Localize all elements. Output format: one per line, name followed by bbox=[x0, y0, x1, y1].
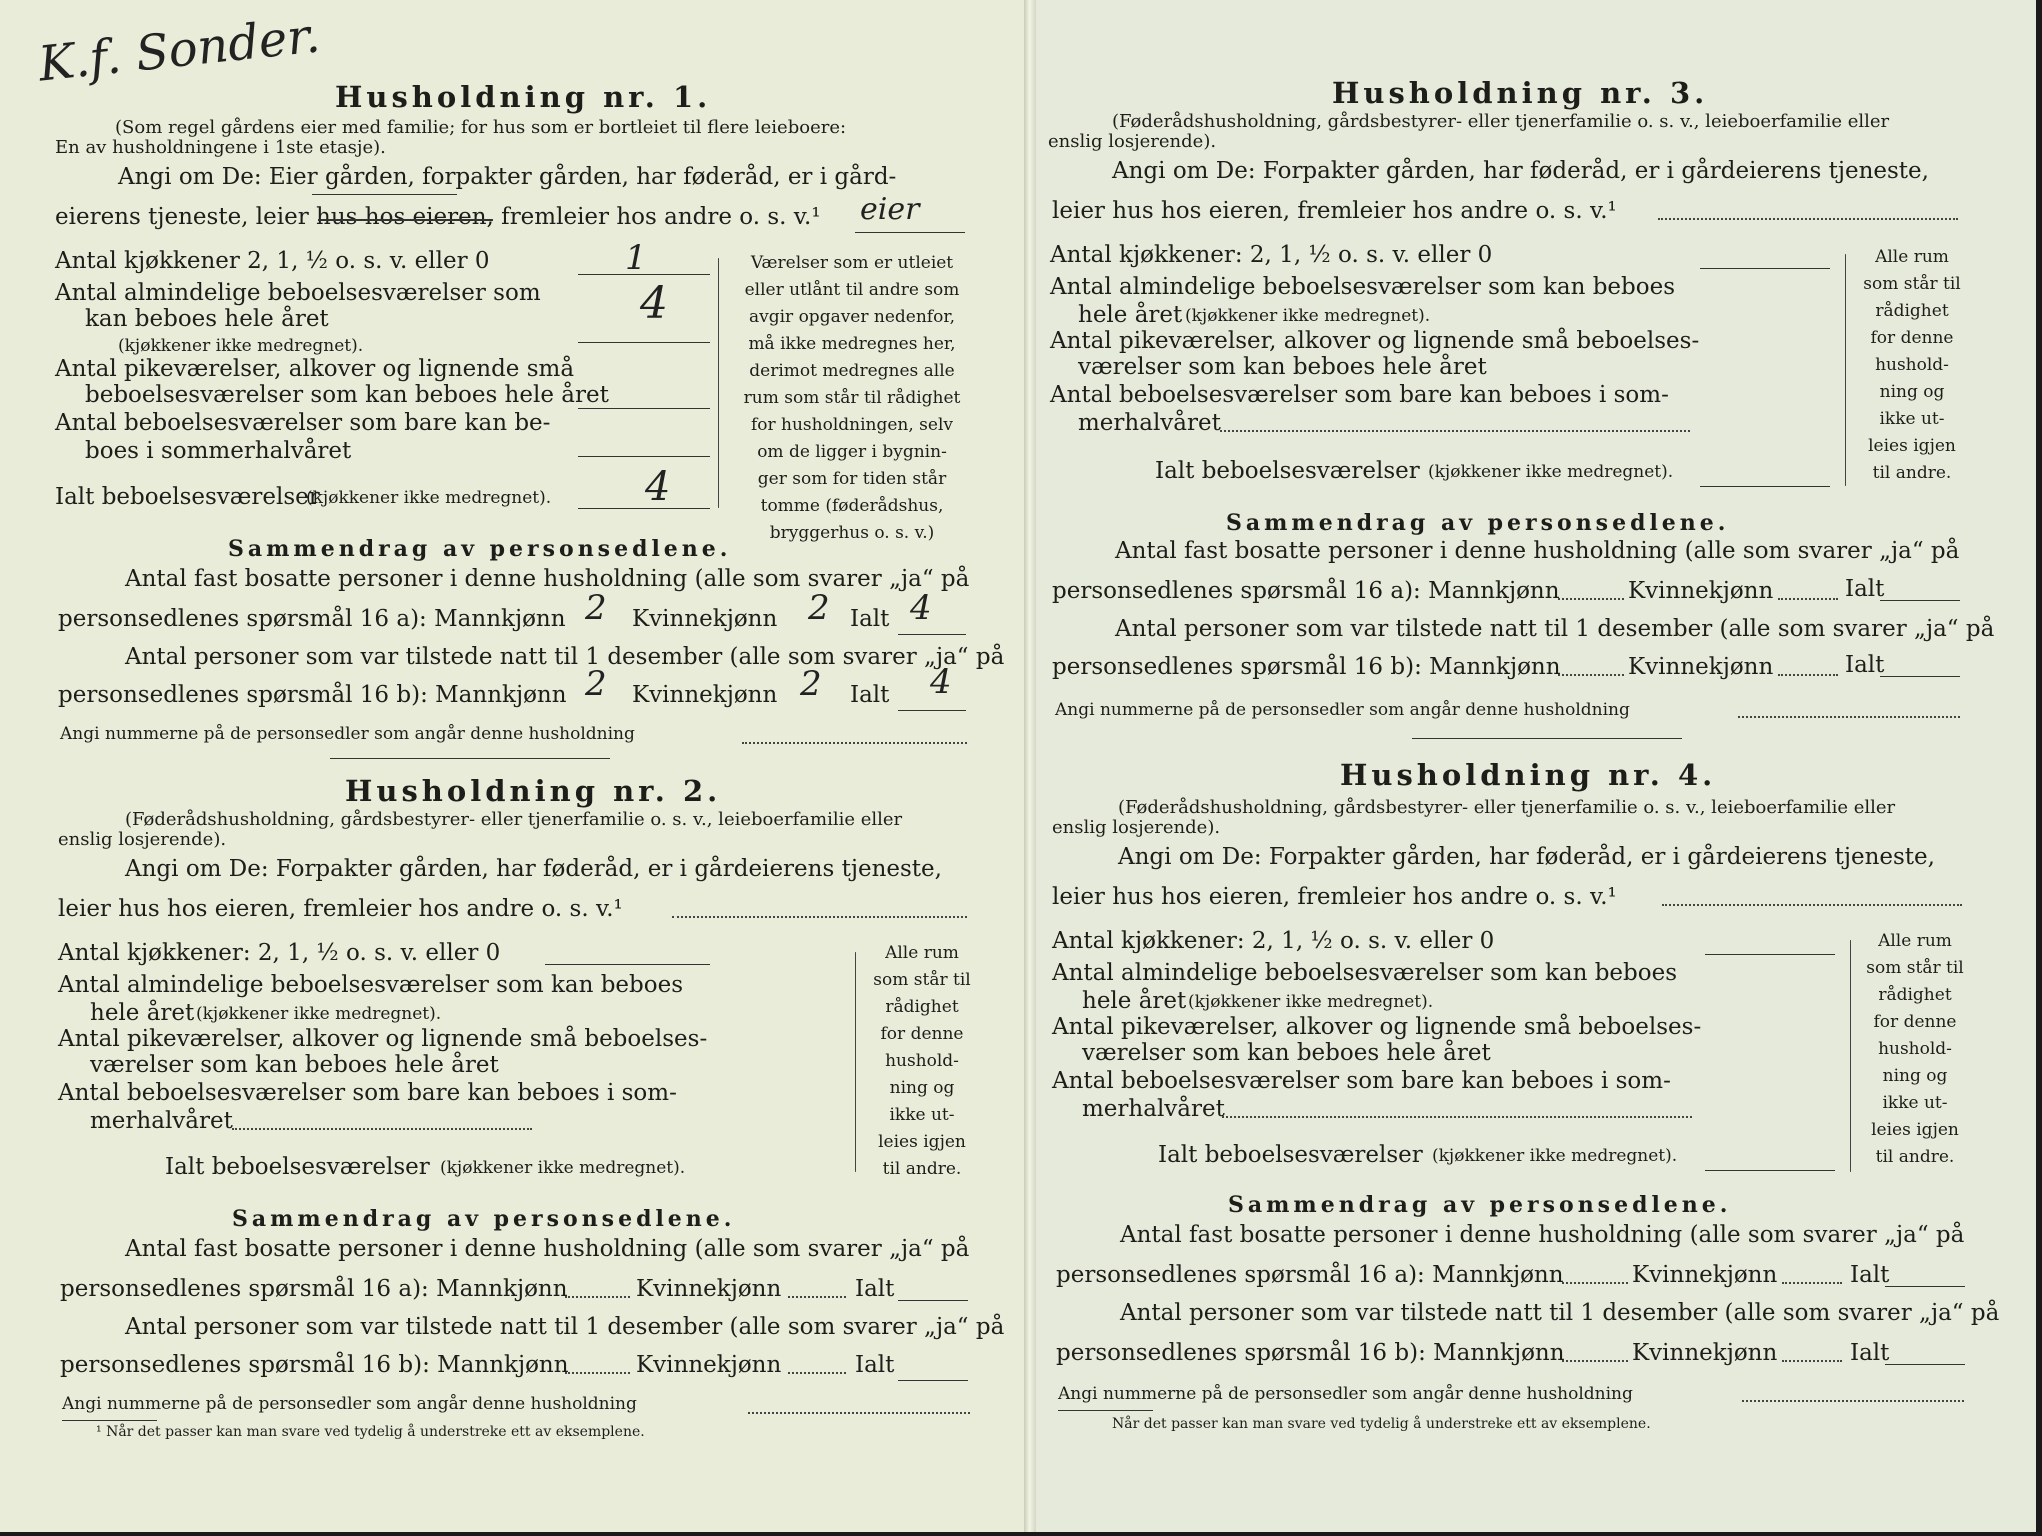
h3-a-ialt-label: Ialt bbox=[1845, 576, 1885, 602]
h4-alm-2: hele året bbox=[1082, 988, 1187, 1014]
h4-tilst-1: Antal personer som var tilstede natt til 1 desember (alle som svarer „ja“ på bbox=[1120, 1300, 2000, 1326]
h4-sommer-2: merhalvåret bbox=[1082, 1096, 1225, 1122]
h1-kjokken-line bbox=[578, 274, 710, 275]
h3-note-line: leies igjen bbox=[1868, 436, 1956, 456]
h2-fast-2: personsedlenes spørsmål 16 a): Mannkjønn bbox=[60, 1276, 568, 1302]
h1-alm-1: Antal almindelige beboelsesværelser som bbox=[55, 280, 541, 306]
h1-nummer-line bbox=[742, 742, 967, 744]
h2-angi-2: leier hus hos eieren, fremleier hos andre o. s. v.¹ bbox=[58, 896, 623, 922]
h1-title: Husholdning nr. 1. bbox=[335, 80, 712, 114]
h1-a-ialt: 4 bbox=[910, 588, 932, 628]
h1-pike-2: beboelsesværelser som kan beboes hele året bbox=[85, 382, 609, 408]
h2-b-ialt-line bbox=[898, 1380, 968, 1381]
h3-side-note bbox=[1852, 244, 1972, 487]
h1-a-kvinne: 2 bbox=[808, 588, 830, 628]
h1-side-note bbox=[732, 250, 972, 547]
h3-b-kvinne-line bbox=[1778, 674, 1838, 676]
h1-note-line: avgir opgaver nedenfor, bbox=[748, 307, 955, 327]
h3-note-line: rådighet bbox=[1875, 301, 1949, 321]
h4-b-kvinne-label: Kvinnekjønn bbox=[1632, 1340, 1778, 1366]
h2-subtitle-2: enslig losjerende). bbox=[58, 829, 227, 850]
h4-angi-1: Angi om De: Forpakter gården, har føderåd, er i gårdeierens tjeneste, bbox=[1118, 844, 1935, 870]
h3-b-ialt-label: Ialt bbox=[1845, 652, 1885, 678]
h3-note-line: for denne bbox=[1870, 328, 1954, 348]
h2-a-ialt-label: Ialt bbox=[855, 1276, 895, 1302]
h2-alm-small: (kjøkkener ikke medregnet). bbox=[196, 1004, 442, 1024]
h1-a-mann: 2 bbox=[585, 588, 607, 628]
h3-b-mann-line bbox=[1558, 674, 1624, 676]
h2-nummer-line bbox=[748, 1412, 970, 1414]
h3-note-line: Alle rum bbox=[1875, 247, 1949, 267]
h3-note-line: ning og bbox=[1879, 382, 1945, 402]
h3-angi-2: leier hus hos eieren, fremleier hos andre o. s. v.¹ bbox=[1052, 198, 1617, 224]
h4-sommer-1: Antal beboelsesværelser som bare kan beboes i som- bbox=[1052, 1068, 1671, 1094]
h3-subtitle-2: enslig losjerende). bbox=[1048, 131, 1217, 152]
h2-kjokken-line bbox=[545, 964, 710, 965]
h3-pike-1: Antal pikeværelser, alkover og lignende små beboelses- bbox=[1050, 328, 1700, 354]
h2-alm-1: Antal almindelige beboelsesværelser som kan beboes bbox=[58, 972, 684, 998]
h1-a-ialt-label: Ialt bbox=[850, 606, 890, 632]
h4-note-line: Alle rum bbox=[1878, 931, 1952, 951]
h3-b-kvinne-label: Kvinnekjønn bbox=[1628, 654, 1774, 680]
h3-tilst-2: personsedlenes spørsmål 16 b): Mannkjønn bbox=[1052, 654, 1561, 680]
h4-ialt-small: (kjøkkener ikke medregnet). bbox=[1432, 1146, 1678, 1166]
h2-kjokken: Antal kjøkkener: 2, 1, ½ o. s. v. eller 0 bbox=[58, 940, 501, 966]
h1-ialt-line bbox=[578, 508, 710, 509]
h1-sommer-2: boes i sommerhalvåret bbox=[85, 438, 352, 464]
h2-note-line: rådighet bbox=[885, 997, 959, 1017]
h1-sommer-line bbox=[578, 456, 710, 457]
h4-side-note bbox=[1855, 928, 1975, 1171]
h2-b-kvinne-line bbox=[788, 1372, 846, 1374]
h3-title: Husholdning nr. 3. bbox=[1332, 76, 1709, 110]
h3-a-kvinne-label: Kvinnekjønn bbox=[1628, 578, 1774, 604]
h4-alm-small: (kjøkkener ikke medregnet). bbox=[1188, 992, 1434, 1012]
h4-pike-1: Antal pikeværelser, alkover og lignende små beboelses- bbox=[1052, 1014, 1702, 1040]
h4-note-line: leies igjen bbox=[1871, 1120, 1959, 1140]
h3-sammendrag: Sammendrag av personsedlene. bbox=[1226, 510, 1730, 536]
h4-fast-2: personsedlenes spørsmål 16 a): Mannkjønn bbox=[1056, 1262, 1564, 1288]
h1-b-kvinne-label: Kvinnekjønn bbox=[632, 682, 778, 708]
h3-ialt-line bbox=[1700, 486, 1830, 487]
h1-tilst-1: Antal personer som var tilstede natt til 1 desember (alle som svarer „ja“ på bbox=[125, 644, 1005, 670]
h1-b-ialt-line bbox=[898, 710, 966, 711]
h3-ialt-small: (kjøkkener ikke medregnet). bbox=[1428, 462, 1674, 482]
h1-nummer: Angi nummerne på de personsedler som angår denne husholdning bbox=[60, 724, 635, 744]
h1-ialt-small: (kjøkkener ikke medregnet). bbox=[306, 488, 552, 508]
h4-note-line: ikke ut- bbox=[1882, 1093, 1948, 1113]
h4-alm-1: Antal almindelige beboelsesværelser som kan beboes bbox=[1052, 960, 1678, 986]
h1-note-line: eller utlånt til andre som bbox=[744, 280, 960, 300]
h2-pike-1: Antal pikeværelser, alkover og lignende små beboelses- bbox=[58, 1026, 708, 1052]
h4-subtitle-1: (Føderådshusholdning, gårdsbestyrer- eller tjenerfamilie o. s. v., leieboerfamilie eller bbox=[1118, 797, 1896, 818]
h1-angi-line-1: Angi om De: Eier gården, forpakter gården, har føderåd, er i gård- bbox=[118, 164, 897, 190]
h2-b-ialt-label: Ialt bbox=[855, 1352, 895, 1378]
h2-tilst-1: Antal personer som var tilstede natt til 1 desember (alle som svarer „ja“ på bbox=[125, 1314, 1005, 1340]
h1-note-line: rum som står til rådighet bbox=[743, 388, 961, 408]
h4-note-line: for denne bbox=[1873, 1012, 1957, 1032]
h1-strikethrough bbox=[318, 219, 493, 221]
h3-nummer-line bbox=[1738, 716, 1960, 718]
h2-alm-2: hele året bbox=[90, 1000, 195, 1026]
h2-note-line: Alle rum bbox=[885, 943, 959, 963]
h1-pike-line bbox=[578, 408, 710, 409]
h3-b-ialt-line bbox=[1880, 676, 1960, 677]
h1-note-line: for husholdningen, selv bbox=[750, 415, 954, 435]
h3-ialt-label: Ialt beboelsesværelser bbox=[1155, 458, 1420, 484]
h1-b-ialt: 4 bbox=[930, 662, 952, 702]
h1-note-line: ger som for tiden står bbox=[757, 469, 947, 489]
h1-b-kvinne: 2 bbox=[800, 664, 822, 704]
footnote-rule-right bbox=[1058, 1410, 1153, 1411]
h3-alm-2: hele året bbox=[1078, 302, 1183, 328]
h1-subtitle-1: (Som regel gårdens eier med familie; for hus som er bortleiet til flere leieboere: bbox=[115, 117, 847, 138]
h3-pike-2: værelser som kan beboes hele året bbox=[1078, 354, 1487, 380]
h2-fast-1: Antal fast bosatte personer i denne husholdning (alle som svarer „ja“ på bbox=[125, 1236, 970, 1262]
h2-nummer: Angi nummerne på de personsedler som angår denne husholdning bbox=[62, 1394, 637, 1414]
h2-subtitle-1: (Føderådshusholdning, gårdsbestyrer- eller tjenerfamilie o. s. v., leieboerfamilie eller bbox=[125, 809, 903, 830]
h3-sommer-2: merhalvåret bbox=[1078, 410, 1221, 436]
h3-brace bbox=[1845, 254, 1846, 486]
h2-angi-line bbox=[672, 916, 967, 918]
h1-subtitle-2: En av husholdningene i 1ste etasje). bbox=[55, 137, 386, 158]
h1-underline-eier bbox=[312, 194, 457, 195]
h1-alm-line bbox=[578, 342, 710, 343]
h2-a-mann-line bbox=[565, 1296, 630, 1298]
h1-alm-3: (kjøkkener ikke medregnet). bbox=[118, 336, 364, 356]
h4-note-line: som står til bbox=[1866, 958, 1964, 978]
h4-kjokken: Antal kjøkkener: 2, 1, ½ o. s. v. eller 0 bbox=[1052, 928, 1495, 954]
h3-note-line: hushold- bbox=[1875, 355, 1949, 375]
h1-a-ialt-line bbox=[898, 634, 966, 635]
h4-a-ialt-line bbox=[1885, 1286, 1965, 1287]
h4-note-line: til andre. bbox=[1875, 1147, 1955, 1167]
h2-note-line: for denne bbox=[880, 1024, 964, 1044]
h1-note-line: tomme (føderådshus, bbox=[760, 496, 944, 516]
h1-note-line: må ikke medregnes her, bbox=[748, 334, 956, 354]
h1-b-ialt-label: Ialt bbox=[850, 682, 890, 708]
h2-tilst-2: personsedlenes spørsmål 16 b): Mannkjønn bbox=[60, 1352, 569, 1378]
h4-brace bbox=[1850, 940, 1851, 1172]
h4-sommer-dots bbox=[1222, 1116, 1692, 1118]
h3-note-line: til andre. bbox=[1872, 463, 1952, 483]
h2-sommer-2: merhalvåret bbox=[90, 1108, 233, 1134]
footnote-rule-left bbox=[62, 1420, 157, 1421]
h2-angi-1: Angi om De: Forpakter gården, har føderåd, er i gårdeierens tjeneste, bbox=[125, 856, 942, 882]
h4-subtitle-2: enslig losjerende). bbox=[1052, 817, 1221, 838]
h3-note-line: ikke ut- bbox=[1879, 409, 1945, 429]
h3-sommer-dots bbox=[1220, 430, 1690, 432]
h4-pike-2: værelser som kan beboes hele året bbox=[1082, 1040, 1491, 1066]
h3-a-ialt-line bbox=[1880, 600, 1960, 601]
h1-kjokken-value: 1 bbox=[625, 238, 647, 278]
h1-ialt-value: 4 bbox=[645, 464, 671, 510]
h2-sammendrag: Sammendrag av personsedlene. bbox=[232, 1206, 736, 1232]
h1-note-line: derimot medregnes alle bbox=[749, 361, 955, 381]
h2-note-line: til andre. bbox=[882, 1159, 962, 1179]
h4-a-kvinne-label: Kvinnekjønn bbox=[1632, 1262, 1778, 1288]
h3-a-kvinne-line bbox=[1778, 598, 1838, 600]
h1-a-kvinne-label: Kvinnekjønn bbox=[632, 606, 778, 632]
h1-pike-1: Antal pikeværelser, alkover og lignende små bbox=[55, 356, 575, 382]
h3-alm-1: Antal almindelige beboelsesværelser som kan beboes bbox=[1050, 274, 1676, 300]
h4-nummer: Angi nummerne på de personsedler som angår denne husholdning bbox=[1058, 1384, 1633, 1404]
h2-a-kvinne-label: Kvinnekjønn bbox=[636, 1276, 782, 1302]
h4-b-mann-line bbox=[1562, 1360, 1628, 1362]
h4-a-ialt-label: Ialt bbox=[1850, 1262, 1890, 1288]
h4-a-mann-line bbox=[1562, 1282, 1628, 1284]
h4-title: Husholdning nr. 4. bbox=[1340, 758, 1717, 792]
h2-brace bbox=[855, 952, 856, 1172]
h4-fast-1: Antal fast bosatte personer i denne husholdning (alle som svarer „ja“ på bbox=[1120, 1222, 1965, 1248]
h4-angi-2: leier hus hos eieren, fremleier hos andre o. s. v.¹ bbox=[1052, 884, 1617, 910]
h1-angi-line-2: eierens tjeneste, leier hus hos eieren, fremleier hos andre o. s. v.¹ bbox=[55, 204, 821, 230]
h2-ialt-small: (kjøkkener ikke medregnet). bbox=[440, 1158, 686, 1178]
h1-b-mann: 2 bbox=[585, 664, 607, 704]
h3-a-mann-line bbox=[1558, 598, 1624, 600]
h3-fast-1: Antal fast bosatte personer i denne husholdning (alle som svarer „ja“ på bbox=[1115, 538, 1960, 564]
h2-a-kvinne-line bbox=[788, 1296, 846, 1298]
h2-note-line: som står til bbox=[873, 970, 971, 990]
h1-note-line: Værelser som er utleiet bbox=[750, 253, 954, 273]
footnote-right: Når det passer kan man svare ved tydelig å understreke ett av eksemplene. bbox=[1112, 1416, 1651, 1432]
h1-alm-2: kan beboes hele året bbox=[85, 306, 329, 332]
h2-ialt-label: Ialt beboelsesværelser bbox=[165, 1154, 430, 1180]
h2-note-line: leies igjen bbox=[878, 1132, 966, 1152]
h3-angi-1: Angi om De: Forpakter gården, har føderåd, er i gårdeierens tjeneste, bbox=[1112, 158, 1929, 184]
h4-ialt-label: Ialt beboelsesværelser bbox=[1158, 1142, 1423, 1168]
page-fold bbox=[1024, 0, 1036, 1536]
h2-a-ialt-line bbox=[898, 1300, 968, 1301]
h1-separator bbox=[330, 758, 610, 759]
h2-pike-2: værelser som kan beboes hele året bbox=[90, 1052, 499, 1078]
h2-b-mann-line bbox=[565, 1372, 630, 1374]
h3-separator bbox=[1412, 738, 1682, 739]
h2-sommer-1: Antal beboelsesværelser som bare kan beboes i som- bbox=[58, 1080, 677, 1106]
h3-subtitle-1: (Føderådshusholdning, gårdsbestyrer- eller tjenerfamilie o. s. v., leieboerfamilie eller bbox=[1112, 111, 1890, 132]
h3-kjokken-line bbox=[1700, 268, 1830, 269]
h1-angi-answer: eier bbox=[860, 192, 920, 227]
h4-note-line: ning og bbox=[1882, 1066, 1948, 1086]
h1-note-line: bryggerhus o. s. v.) bbox=[769, 523, 935, 543]
h4-b-ialt-label: Ialt bbox=[1850, 1340, 1890, 1366]
h1-tilst-2: personsedlenes spørsmål 16 b): Mannkjønn bbox=[58, 682, 567, 708]
h2-note-line: hushold- bbox=[885, 1051, 959, 1071]
h3-kjokken: Antal kjøkkener: 2, 1, ½ o. s. v. eller 0 bbox=[1050, 242, 1493, 268]
h4-note-line: hushold- bbox=[1878, 1039, 1952, 1059]
h4-angi-line bbox=[1662, 904, 1962, 906]
h4-b-kvinne-line bbox=[1782, 1360, 1842, 1362]
h1-answer-line bbox=[855, 232, 965, 233]
h1-kjokken: Antal kjøkkener 2, 1, ½ o. s. v. eller 0 bbox=[55, 248, 490, 274]
h4-nummer-line bbox=[1742, 1400, 1964, 1402]
h3-tilst-1: Antal personer som var tilstede natt til 1 desember (alle som svarer „ja“ på bbox=[1115, 616, 1995, 642]
h1-ialt-label: Ialt beboelsesværelser bbox=[55, 484, 320, 510]
h4-a-kvinne-line bbox=[1782, 1282, 1842, 1284]
h2-b-kvinne-label: Kvinnekjønn bbox=[636, 1352, 782, 1378]
h1-fast-2: personsedlenes spørsmål 16 a): Mannkjønn bbox=[58, 606, 566, 632]
h2-side-note bbox=[862, 940, 982, 1183]
h3-fast-2: personsedlenes spørsmål 16 a): Mannkjønn bbox=[1052, 578, 1560, 604]
h3-nummer: Angi nummerne på de personsedler som angår denne husholdning bbox=[1055, 700, 1630, 720]
h4-kjokken-line bbox=[1705, 954, 1835, 955]
h4-note-line: rådighet bbox=[1878, 985, 1952, 1005]
footnote-left: ¹ Når det passer kan man svare ved tydelig å understreke ett av eksemplene. bbox=[96, 1424, 645, 1440]
h4-tilst-2: personsedlenes spørsmål 16 b): Mannkjønn bbox=[1056, 1340, 1565, 1366]
h1-sommer-1: Antal beboelsesværelser som bare kan be- bbox=[55, 410, 551, 436]
h1-brace bbox=[718, 258, 719, 508]
h4-b-ialt-line bbox=[1885, 1364, 1965, 1365]
h1-fast-1: Antal fast bosatte personer i denne husholdning (alle som svarer „ja“ på bbox=[125, 566, 970, 592]
h3-angi-line bbox=[1658, 218, 1958, 220]
h1-sammendrag: Sammendrag av personsedlene. bbox=[228, 536, 732, 562]
h2-sommer-dots bbox=[232, 1128, 532, 1130]
h2-note-line: ikke ut- bbox=[889, 1105, 955, 1125]
h3-sommer-1: Antal beboelsesværelser som bare kan beboes i som- bbox=[1050, 382, 1669, 408]
h3-note-line: som står til bbox=[1863, 274, 1961, 294]
h1-note-line: om de ligger i bygnin- bbox=[757, 442, 947, 462]
h2-note-line: ning og bbox=[889, 1078, 955, 1098]
h4-sammendrag: Sammendrag av personsedlene. bbox=[1228, 1192, 1732, 1218]
margin-annotation: K.f. Sonder. bbox=[35, 7, 323, 93]
h2-title: Husholdning nr. 2. bbox=[345, 774, 722, 808]
scan-edge-right bbox=[2036, 0, 2042, 1536]
scan-edge-bottom bbox=[0, 1532, 2042, 1536]
h4-ialt-line bbox=[1705, 1170, 1835, 1171]
h1-alm-value: 4 bbox=[640, 278, 668, 329]
h3-alm-small: (kjøkkener ikke medregnet). bbox=[1185, 306, 1431, 326]
